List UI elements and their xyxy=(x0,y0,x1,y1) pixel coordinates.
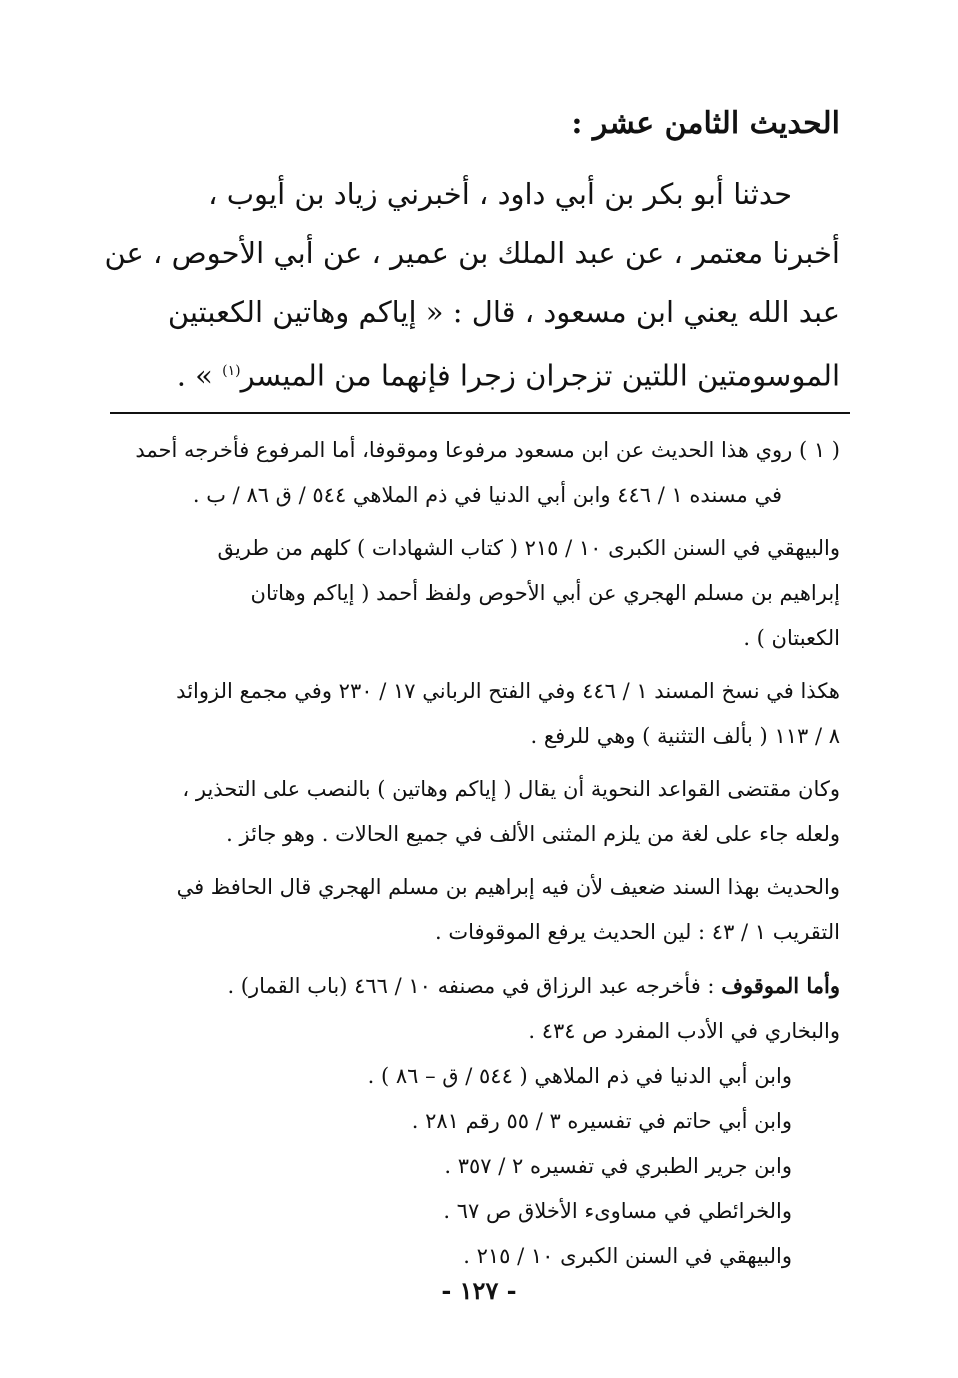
hadith-line-last xyxy=(120,342,840,406)
footnote-divider xyxy=(110,412,850,414)
footnote-line: وكان مقتضى القواعد النحوية أن يقال ( إياكم وهاتين ) بالنصب على التحذير ، xyxy=(182,777,840,801)
footnote-line: ولعله جاء على لغة من يلزم المثنى الألف في جميع الحالات . وهو جائز . xyxy=(226,822,840,846)
footnote-line: هكذا في نسخ المسند ١ / ٤٤٦ وفي الفتح الرباني ١٧ / ٢٣٠ وفي مجمع الزوائد xyxy=(176,679,840,703)
footnote-line: وابن جرير الطبري في تفسيره ٢ / ٣٥٧ . xyxy=(444,1154,792,1178)
footnote-line xyxy=(110,963,840,1009)
footnote-reference: (١) xyxy=(222,363,241,379)
footnote-line: وابن أبي الدنيا في ذم الملاهي ( ٥٤٤ / ق – ٨٦ ) . xyxy=(367,1064,792,1088)
footnote-line: والخرائطي في مساوىء الأخلاق ص ٦٧ . xyxy=(443,1199,792,1223)
hadith-line: حدثنا أبو بكر بن أبي داود ، أخبرني زياد بن أيوب ، xyxy=(208,177,792,211)
footnote-line: في مسنده ١ / ٤٤٦ وابن أبي الدنيا في ذم الملاهي ٥٤٤ / ق ٨٦ / ب . xyxy=(192,483,782,507)
page-number: - ١٢٧ - xyxy=(441,1276,517,1305)
footnote-line: والحديث بهذا السند ضعيف لأن فيه إبراهيم بن مسلم الهجري قال الحافظ في xyxy=(176,875,840,899)
hadith-line: عبد الله يعني ابن مسعود ، قال : « إياكم وهاتين الكعبتين xyxy=(167,295,840,329)
footnote-line: والبيهقي في السنن الكبرى ١٠ / ٢١٥ ( كتاب الشهادات ) كلهم من طريق xyxy=(217,536,840,560)
hadith-line: أخبرنا معتمر ، عن عبد الملك بن عمير ، عن أبي الأحوص ، عن xyxy=(104,236,840,270)
footnote-line: الكعبتان ) . xyxy=(743,626,840,650)
hadith-line-text: الموسومتين اللتين تزجران زجرا فإنهما من الميسر xyxy=(240,358,840,393)
footnote-line: ( ١ ) روي هذا الحديث عن ابن مسعود مرفوعا وموقوفا، أما المرفوع فأخرجه أحمد xyxy=(135,438,840,462)
footnotes xyxy=(110,428,840,1279)
mawquf-label: وأما الموقوف xyxy=(721,973,840,998)
footnote-line: والبيهقي في السنن الكبرى ١٠ / ٢١٥ . xyxy=(463,1244,792,1268)
closing-quote: » . xyxy=(176,358,213,393)
hadith-text xyxy=(104,165,840,406)
hadith-heading: الحديث الثامن عشر : xyxy=(571,106,840,141)
footnote-line: ٨ / ١١٣ ( بألف التثنية ) وهي للرفع . xyxy=(530,724,840,748)
mawquf-text: : فأخرجه عبد الرزاق في مصنفه ١٠ / ٤٦٦ (باب القمار) . xyxy=(227,974,715,998)
footnote-line: والبخاري في الأدب المفرد ص ٤٣٤ . xyxy=(528,1019,840,1043)
footnote-line: وابن أبي حاتم في تفسيره ٣ / ٥٥ رقم ٢٨١ . xyxy=(411,1109,792,1133)
footnote-line: التقريب ١ / ٤٣ : لين الحديث يرفع الموقوفات . xyxy=(435,920,840,944)
footnote-line: إبراهيم بن مسلم الهجري عن أبي الأحوص ولفظ أحمد ( إياكم وهاتان xyxy=(250,581,840,605)
